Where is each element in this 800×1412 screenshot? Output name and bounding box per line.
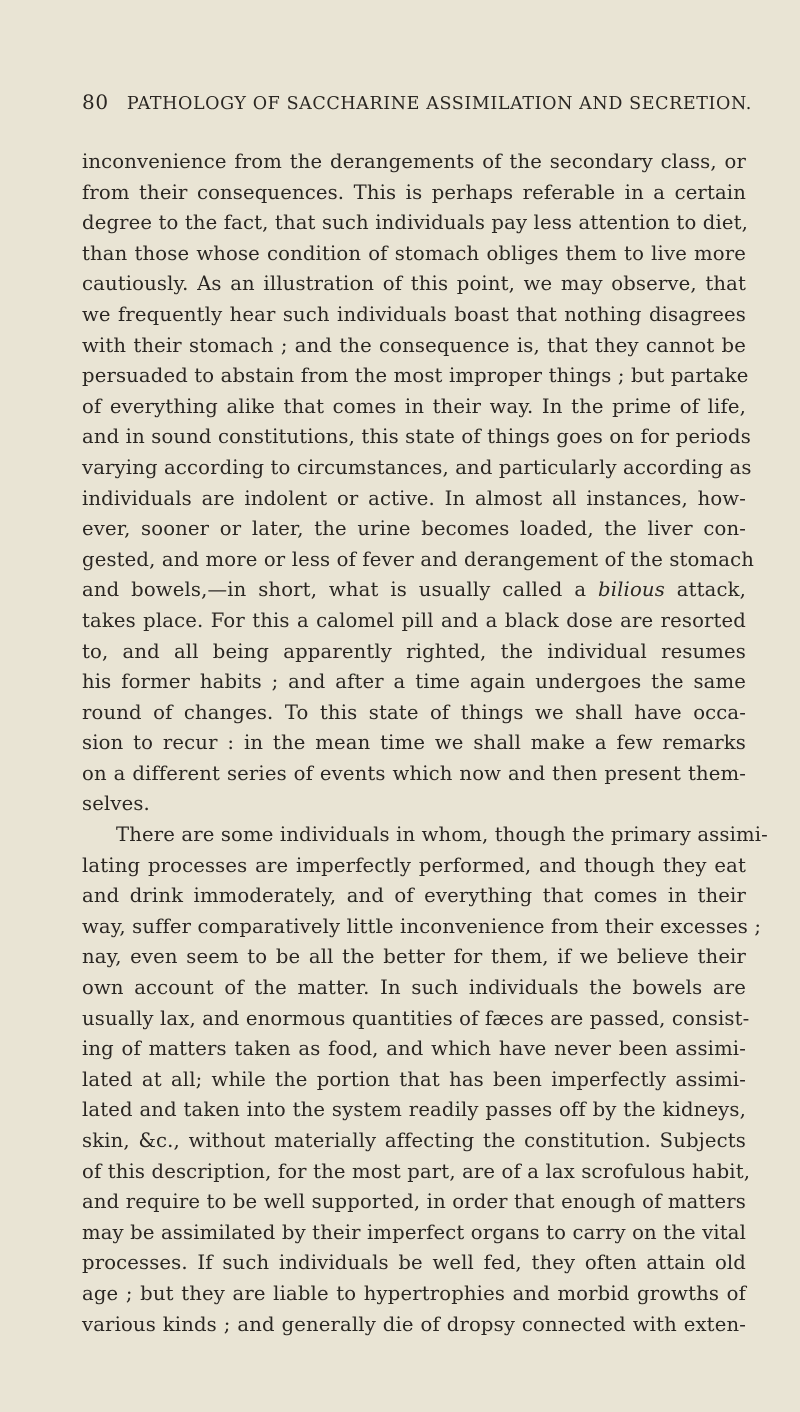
text-line: cautiously. As an illustration of this point, we may observe, that (82, 272, 746, 296)
text-line: to, and all being apparently righted, the individual resumes (82, 639, 746, 663)
text-line: skin, &c., without materially affecting the constitution. Subjects (82, 1129, 746, 1152)
text-line: way, suffer comparatively little inconvenience from their excesses ; (82, 914, 762, 938)
text-line: with their stomach ; and the consequence is, that they cannot be (82, 333, 746, 357)
text-line-with-italic (82, 575, 746, 606)
text-line: from their consequences. This is perhaps referable in a certain (82, 180, 746, 204)
text-line: lated at all; while the portion that has been imperfectly assimi- (82, 1067, 746, 1091)
running-head: PATHOLOGY OF SACCHARINE ASSIMILATION AND SECRETION. (126, 94, 752, 114)
page-header (82, 90, 752, 114)
text-line: individuals are indolent or active. In almost all instances, how- (82, 486, 746, 510)
text-line: ever, sooner or later, the urine becomes loaded, the liver con- (82, 517, 746, 541)
text-line: we frequently hear such individuals boast that nothing disagrees (82, 302, 746, 326)
text-line: on a different series of events which now and then present them- (82, 761, 746, 785)
text-line: of this description, for the most part, are of a lax scrofulous habit, (82, 1159, 751, 1183)
text-line: of everything alike that comes in their way. In the prime of life, (82, 394, 746, 418)
text-line: selves. (82, 792, 150, 816)
text-line: ing of matters taken as food, and which have never been assimi- (82, 1037, 746, 1061)
text-line: round of changes. To this state of things we shall have occa- (82, 700, 746, 724)
text-line: his former habits ; and after a time again undergoes the same (82, 670, 746, 694)
text-line: may be assimilated by their imperfect organs to carry on the vital (82, 1220, 746, 1244)
text-line: varying according to circumstances, and particularly according as (82, 455, 752, 479)
text-line: and require to be well supported, in order that enough of matters (82, 1190, 746, 1214)
text-line: usually lax, and enormous quantities of fæces are passed, consist- (82, 1006, 750, 1030)
page-number: 80 (82, 90, 109, 114)
text-line: and in sound constitutions, this state of things goes on for periods (82, 425, 751, 449)
text-run: attack, (664, 578, 746, 602)
text-line: inconvenience from the derangements of the secondary class, or (82, 150, 746, 173)
text-line: sion to recur : in the mean time we shall make a few remarks (82, 731, 746, 755)
italic-term-bilious: bilious (598, 578, 665, 602)
text-line: takes place. For this a calomel pill and a black dose are resorted (82, 608, 746, 632)
text-line: processes. If such individuals be well fed, they often attain old (82, 1251, 746, 1275)
text-line: persuaded to abstain from the most improper things ; but partake (82, 364, 749, 388)
text-run: and bowels,—in short, what is usually called a (82, 578, 599, 602)
text-line: lated and taken into the system readily passes off by the kidneys, (82, 1098, 746, 1122)
body-text (82, 147, 768, 1340)
text-line: degree to the fact, that such individuals pay less attention to diet, (82, 211, 749, 235)
text-line: nay, even seem to be all the better for them, if we believe their (82, 945, 746, 969)
text-line: own account of the matter. In such individuals the bowels are (82, 976, 746, 1000)
text-line: age ; but they are liable to hypertrophies and morbid growths of (82, 1281, 746, 1305)
text-line: There are some individuals in whom, though the primary assimi- (116, 823, 768, 847)
text-line: lating processes are imperfectly performed, and though they eat (82, 853, 746, 877)
paragraph-1 (82, 147, 754, 820)
text-line: and drink immoderately, and of everything that comes in their (82, 884, 746, 908)
text-line: various kinds ; and generally die of dropsy connected with exten- (82, 1312, 746, 1336)
text-line: than those whose condition of stomach obliges them to live more (82, 241, 746, 265)
text-line: gested, and more or less of fever and derangement of the stomach (82, 547, 754, 571)
paragraph-2 (82, 820, 768, 1340)
